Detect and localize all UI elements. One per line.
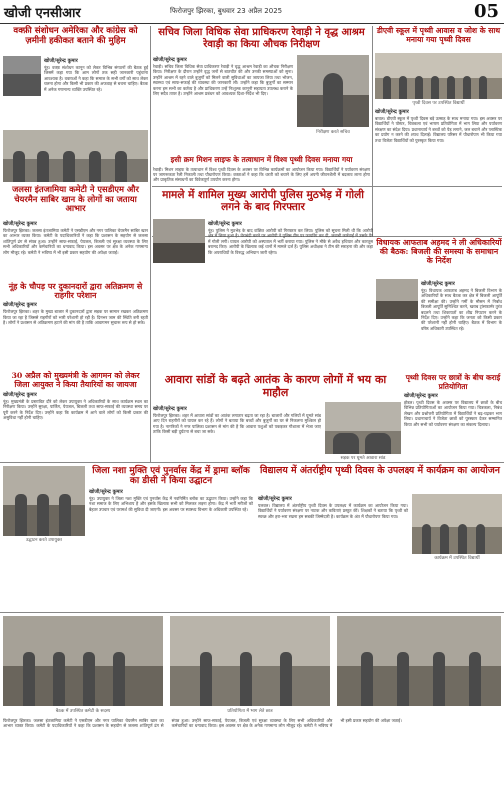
article-headline: विधायक आफताब अहमद ने ली अधिकारियों की बैठक: बिजली की समस्या के समाधान के निर्देश [376, 238, 502, 265]
photo-figure [83, 652, 95, 706]
photo-figure [447, 76, 455, 99]
photo-figure [89, 151, 101, 182]
article-byline: खोजी/सुरेन्द्र कुमार [44, 58, 78, 64]
accused-photo [153, 219, 205, 263]
article-byline: खोजी/सुरेन्द्र कुमार [3, 302, 37, 309]
photo-figure [440, 524, 449, 554]
inspection-photo [297, 55, 369, 127]
photo-figure [63, 151, 75, 182]
meeting-photo [3, 130, 148, 182]
article-body: फिरोजपुर झिरका। जलसा इंतजामिया कमेटी ने एसडीएम और नगर पालिका चेयरमैन साबिर खान का आभार व्यक्त किया। कमेटी के पदाधिकारियों ने कहा कि प्रशासन के सहयोग से जलसा शांतिपूर्ण ढंग से संपन्न हुआ। उन्होंने साफ-सफाई, पेयजल, बिजली एवं सुरक्षा व्यवस्था के लिए सभी अधिकारियों और कर्मचारियों का धन्यवाद किया। इस अवसर पर क्षेत्र के अनेक गणमान्य लोग मौजूद रहे। कमेटी ने भविष्य में भी इसी प्रकार सहयोग की अपेक्षा जताई। [3, 228, 148, 255]
photo-figure [399, 76, 407, 99]
dateline: फिरोजपुर झिरका, बुधवार 23 अप्रैल 2025 [170, 7, 283, 15]
article-body: पलवल। विद्यालय में अंतर्राष्ट्रीय पृथ्वी दिवस के उपलक्ष्य में कार्यक्रम का आयोजन किया गया। विद्यार्थियों ने पर्यावरण संरक्षण पर नाटक और कविताएं प्रस्तुत कीं। शिक्षकों ने बताया कि पृथ्वी को स्वच्छ और हरा-भरा रखना हम सबकी जिम्मेदारी है। कार्यक्रम के अंत में पौधारोपण किया गया। [258, 503, 408, 519]
article-headline: 30 अप्रैल को मुख्यमंत्री के आगमन को लेकर जिला आयुक्त ने किया तैयारियों का जायजा [11, 371, 140, 389]
photo-caption: प्रतियोगिता में भाग लेते छात्र [227, 709, 273, 714]
article-headline: वक्फ़ी संशोधन अमेरिका और कांग्रेस को ज़मीनी हकीकत बताने की मुहिम [13, 26, 138, 46]
bulls-photo [325, 402, 401, 454]
photo-caption: सड़क पर घूमते आवारा सांड [340, 456, 386, 461]
photo-figure [15, 494, 27, 536]
article-byline: खोजी/सुरेन्द्र कुमार [404, 393, 438, 400]
photo-figure [383, 76, 391, 99]
photo-figure [469, 652, 481, 706]
photo-figure [53, 652, 65, 706]
article-body: फिरोजपुर झिरका। शहर के मुख्य बाजार में दुकानदारों द्वारा सड़क पर सामान रखकर अतिक्रमण किया जा रहा है जिससे राहगीरों को भारी परेशानी हो रही है। दिनभर जाम की स्थिति बनी रहती है। लोगों ने प्रशासन से अतिक्रमण हटाने की मांग की है ताकि आवागमन सुचारू रूप से हो सके। [3, 309, 148, 326]
masthead [0, 0, 504, 24]
article-headline: जलसा इंतजामिया कमेटी ने एसडीएम और चेयरमैन साबिर खान के लोगों का जताया आभार [12, 184, 139, 214]
bottom-photo-center [170, 616, 330, 706]
newspaper-brand: खोजी एनसीआर [4, 6, 81, 21]
photo-figure [323, 73, 343, 127]
photo-figure [113, 652, 125, 706]
mla-photo [376, 279, 418, 319]
article-body: नूंह। वक्फ़ संशोधन कानून को लेकर विभिन्न संगठनों की बैठक हुई जिसमें कहा गया कि आम लोगों तक सही जानकारी पहुंचाना आवश्यक है। वक्ताओं ने कहा कि समाज के सभी वर्गों को साथ लेकर चलना होगा और किसी भी प्रकार की अफवाह से बचना चाहिए। बैठक में अनेक गणमान्य व्यक्ति उपस्थित रहे। [44, 65, 148, 92]
article-deaddiction [3, 466, 253, 610]
section-rule [0, 462, 504, 463]
article-waqf [3, 27, 148, 129]
school-photo [375, 53, 502, 99]
article-byline: खोजी/सुरेन्द्र कुमार [3, 391, 37, 398]
article-byline: खोजी/सुरेन्द्र कुमार [89, 488, 123, 495]
article-headline: पृथ्वी दिवस पर छात्रों के बीच कराई प्रतियोगिता [405, 373, 501, 391]
article-mission-life [153, 156, 370, 185]
photo-figure [240, 652, 252, 706]
article-body: नूंह। विधायक आफताब अहमद ने बिजली विभाग के अधिकारियों के साथ बैठक कर क्षेत्र में बिजली आपूर्ति की समीक्षा की। उन्होंने गर्मी के मौसम में निर्बाध बिजली आपूर्ति सुनिश्चित करने, खराब ट्रांसफार्मर तुरंत बदलने तथा शिकायतों का शीघ्र निपटान करने के निर्देश दिए। उन्होंने कहा कि जनता को किसी प्रकार की परेशानी नहीं होनी चाहिए। बैठक में विभाग के वरिष्ठ अधिकारी उपस्थित रहे। [421, 288, 503, 331]
article-headline: आवारा सांडों के बढ़ते आतंक के कारण लोगों में भय का माहौल [164, 373, 387, 399]
photo-figure [59, 494, 71, 536]
photo-figure [422, 524, 431, 554]
continuation-strip [3, 718, 501, 796]
photo-figure [463, 76, 471, 99]
article-headline: इसी क्रम मिशन लाइफ के तत्वाधान में विश्व पृथ्वी दिवस मनाया गया [170, 155, 353, 164]
article-body: फिरोजपुर झिरका। शहर में आवारा सांडों का आतंक लगातार बढ़ता जा रहा है। बाजारों और गलियों में घूमते सांड आए दिन राहगीरों को घायल कर रहे हैं। लोगों ने बताया कि बच्चों और बुजुर्गों का घर से निकलना मुश्किल हो गया है। नागरिकों ने नगर पालिका प्रशासन से मांग की है कि आवारा पशुओं को पकड़कर गौशाला में भेजा जाए ताकि किसी बड़ी दुर्घटना से बचा जा सके। [153, 413, 321, 435]
article-headline: सचिव जिला विधिक सेवा प्राधिकरण रेवाड़ी ने वृद्ध आश्रम रेवाड़ी का किया औचक निरीक्षण [158, 27, 365, 50]
article-byline: खोजी/सुरेन्द्र कुमार [208, 221, 242, 227]
photo-shade [376, 301, 418, 319]
article-dav-earth-day [375, 27, 502, 185]
photo-caption: पृथ्वी दिवस पर उपस्थित विद्यार्थी [412, 101, 465, 106]
bottom-photo-left [3, 616, 163, 706]
photo-figure [365, 433, 391, 454]
article-jalsa [3, 130, 148, 255]
photo-figure [397, 652, 409, 706]
section-rule [0, 612, 504, 613]
column-rule [150, 26, 151, 462]
article-body: रेवाड़ी। सचिव जिला विधिक सेवा प्राधिकरण रेवाड़ी ने वृद्ध आश्रम रेवाड़ी का औचक निरीक्षण किया। निरीक्षण के दौरान उन्होंने वृद्ध जनों से बातचीत की और उनकी समस्याओं को सुना। उन्होंने आश्रम में रहने वाले बुजुर्गों को मिलने वाली सुविधाओं का जायजा लिया तथा भोजन, स्वास्थ्य एवं साफ-सफाई की व्यवस्था की जानकारी ली। उन्होंने कहा कि बुजुर्गों का सम्मान करना हम सभी का कर्तव्य है और प्राधिकरण उन्हें निःशुल्क कानूनी सहायता उपलब्ध कराने के लिए सदैव तत्पर है। उन्होंने आश्रम प्रबंधन को आवश्यक दिशा-निर्देश भी दिए। [153, 64, 293, 97]
article-headline: डीएवी स्कूल में पृथ्वी आवास व जोश के साथ मनाया गया पृथ्वी दिवस [376, 26, 501, 44]
article-headline: मामले में शामिल मुख्य आरोपी पुलिस मुठभेड़ में गोली लगने के बाद गिरफ्तार [162, 189, 364, 214]
article-byline: खोजी/सुरेन्द्र कुमार [153, 57, 187, 63]
article-cm-visit [3, 372, 148, 460]
article-byline: खोजी/सुरेन्द्र कुमार [3, 221, 37, 227]
article-body: रेवाड़ी। मिशन लाइफ के तत्वाधान में विश्व पृथ्वी दिवस के अवसर पर विभिन्न कार्यक्रमों का आयोजन किया गया। विद्यार्थियों ने पर्यावरण संरक्षण पर जागरूकता रैली निकाली तथा पौधारोपण किया। वक्ताओं ने कहा कि धरती को बचाने के लिए हमें अपनी जीवनशैली में बदलाव लाना होगा और प्राकृतिक संसाधनों का विवेकपूर्ण उपयोग करना होगा। [153, 166, 370, 183]
article-encroachment [3, 282, 148, 370]
article-headline: विद्यालय में अंतर्राष्ट्रीय पृथ्वी दिवस के उपलक्ष्य में कार्यक्रम का आयोजन [259, 465, 500, 476]
photo-figure [13, 151, 25, 182]
article-old-age-home [153, 27, 370, 155]
photo-figure [200, 652, 212, 706]
page-number: 05 [473, 1, 499, 22]
photo-figure [415, 76, 423, 99]
article-body: नूंह। मुख्यमंत्री के प्रस्तावित दौरे को लेकर उपायुक्त ने अधिकारियों के साथ कार्यक्रम स्थल का निरीक्षण किया। उन्होंने सुरक्षा, पार्किंग, पेयजल, बिजली तथा साफ-सफाई की व्यवस्था समय पर पूरी करने के निर्देश दिए। उन्होंने कहा कि कार्यक्रम में आने वाले लोगों को किसी प्रकार की असुविधा नहीं होनी चाहिए। [3, 398, 148, 421]
photo-figure [115, 151, 127, 182]
article-police-encounter [153, 189, 373, 371]
photo-figure [458, 524, 467, 554]
article-body: होडल। पृथ्वी दिवस के अवसर पर विद्यालय में छात्रों के बीच विभिन्न प्रतियोगिताओं का आयोजन किया गया। चित्रकला, निबंध लेखन और प्रश्नोत्तरी प्रतियोगिता में विद्यार्थियों ने बढ़-चढ़कर भाग लिया। प्रधानाचार्य ने विजेता छात्रों को पुरस्कार देकर सम्मानित किया और सभी को पर्यावरण संरक्षण का संकल्प दिलाया। [404, 400, 502, 427]
photo-figure [280, 652, 292, 706]
photo-figure [37, 151, 49, 182]
article-competition [404, 374, 502, 462]
photo-figure [479, 76, 487, 99]
photo-figure [361, 652, 373, 706]
photo-figure [23, 652, 35, 706]
article-byline: खोजी/सुरेन्द्र कुमार [375, 109, 409, 115]
bottom-photo-right [337, 616, 501, 706]
photo-caption: उद्घाटन करते उपायुक्त [25, 538, 62, 543]
article-headline: नूंह के चौपड़ पर दुकानदारों द्वारा अतिक्रमण से राहगीर परेशान [8, 281, 143, 301]
article-byline: खोजी/सुरेन्द्र कुमार [258, 496, 292, 502]
photo-figure [333, 433, 359, 454]
section-rule [152, 186, 502, 187]
photo-figure [476, 524, 485, 554]
photo-shade [153, 243, 205, 263]
photo-shade [3, 74, 41, 96]
program-photo [412, 494, 502, 554]
article-body: बावल। डीएवी स्कूल में पृथ्वी दिवस बड़े उत्साह के साथ मनाया गया। इस अवसर पर विद्यार्थियों ने पोस्टर, चित्रकला एवं भाषण प्रतियोगिता में भाग लिया और पर्यावरण संरक्षण का संदेश दिया। प्रधानाचार्य ने बच्चों को पेड़ लगाने, जल बचाने और प्लास्टिक का प्रयोग न करने की शपथ दिलाई। विद्यालय परिसर में पौधारोपण भी किया गया तथा विजेता विद्यार्थियों को पुरस्कृत किया गया। [375, 116, 502, 143]
article-body: नूंह। उपायुक्त ने जिला नशा मुक्ति एवं पुनर्वास केंद्र में नवनिर्मित ब्लॉक का उद्घाटन किया। उन्होंने कहा कि नशा समाज के लिए अभिशाप है और इसके खिलाफ सभी को मिलकर लड़ना होगा। केंद्र में भर्ती मरीजों को बेहतर उपचार एवं परामर्श की सुविधा दी जाएगी। इस अवसर पर स्वास्थ्य विभाग के अधिकारी उपस्थित रहे। [89, 495, 253, 512]
continuation-body: फिरोजपुर झिरका। जलसा इंतजामिया कमेटी ने एसडीएम और नगर पालिका चेयरमैन साबिर खान का आभार व्यक्त किया। कमेटी के पदाधिकारियों ने कहा कि प्रशासन के सहयोग से जलसा शांतिपूर्ण ढंग से संपन्न हुआ। उन्होंने साफ-सफाई, पेयजल, बिजली एवं सुरक्षा व्यवस्था के लिए सभी अधिकारियों और कर्मचारियों का धन्यवाद किया। इस अवसर पर क्षेत्र के अनेक गणमान्य लोग मौजूद रहे। कमेटी ने भविष्य में भी इसी प्रकार सहयोग की अपेक्षा जताई। [3, 718, 402, 729]
photo-caption: बैठक में उपस्थित कमेटी के सदस्य [55, 709, 111, 714]
photo-figure [431, 76, 439, 99]
photo-caption: निरीक्षण करते सचिव [316, 130, 350, 135]
article-body: नूंह। पुलिस ने मुठभेड़ के बाद वांछित आरोपी को गिरफ्तार कर लिया। पुलिस को सूचना मिली थी कि आरोपी क्षेत्र में छिपा हुआ है। घेराबंदी करने पर आरोपी ने पुलिस टीम पर फायरिंग कर दी, जवाबी कार्रवाई में उसके पैर में गोली लगी। घायल आरोपी को अस्पताल में भर्ती कराया गया। पुलिस ने मौके से अवैध हथियार और कारतूस बरामद किए। आरोपी के खिलाफ कई थानों में मामले दर्ज हैं। पुलिस अधीक्षक ने टीम की सराहना की और कहा कि अपराधियों के विरुद्ध अभियान जारी रहेगा। [208, 228, 373, 255]
article-byline: खोजी/सुरेन्द्र कुमार [153, 406, 187, 412]
photo-figure [433, 652, 445, 706]
photo-figure [37, 494, 49, 536]
article-headline: जिला नशा मुक्ति एवं पुनर्वास केंद्र में ड्रामा ब्लॉक का डीसी ने किया उद्घाटन [92, 466, 250, 487]
portrait-photo [3, 56, 41, 96]
article-school-program [258, 466, 502, 610]
deaddiction-photo [3, 466, 85, 536]
photo-caption: कार्यक्रम में उपस्थित विद्यार्थी [434, 556, 480, 561]
article-byline: खोजी/सुरेन्द्र कुमार [421, 281, 455, 287]
